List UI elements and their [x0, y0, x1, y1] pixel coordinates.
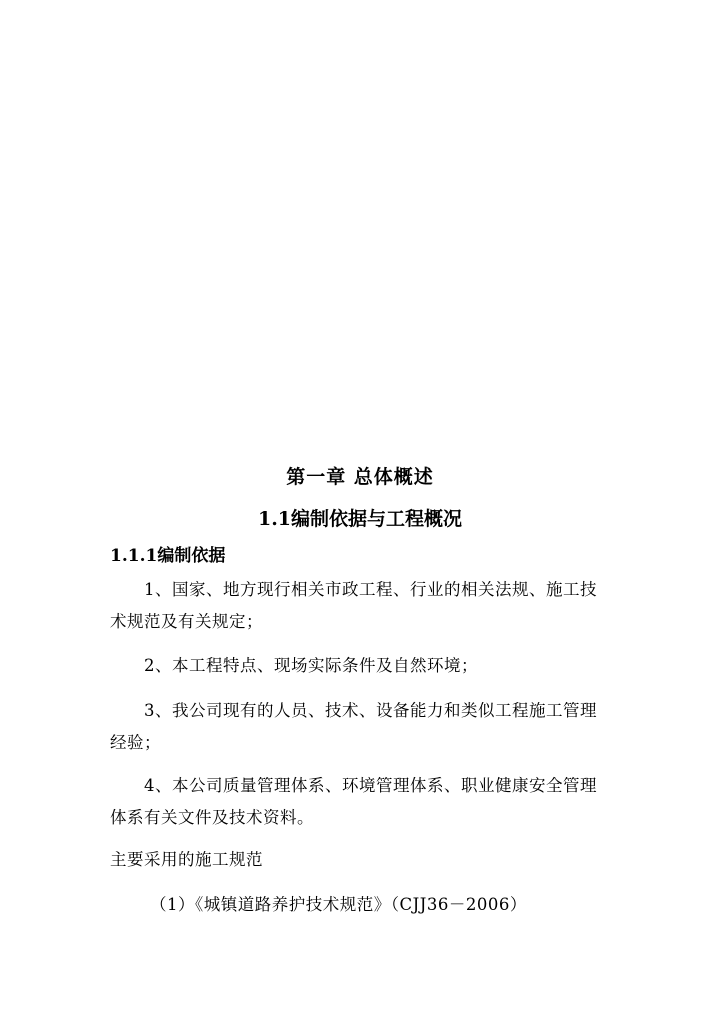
specs-heading: 主要采用的施工规范: [110, 850, 263, 869]
spec-item: （1）《城镇道路养护技术规范》（CJJ36－2006）: [150, 895, 527, 914]
chapter-title: 第一章 总体概述: [286, 466, 434, 488]
subsection-title: 1.1.1编制依据: [110, 546, 226, 566]
section-title: 1.1编制依据与工程概况: [257, 508, 463, 530]
paragraph-basis-3: 3、我公司现有的人员、技术、设备能力和类似工程施工管理经验；: [110, 701, 597, 752]
paragraph-basis-1: 1、国家、地方现行相关市政工程、行业的相关法规、施工技术规范及有关规定；: [110, 580, 597, 631]
paragraph-basis-4: 4、本公司质量管理体系、环境管理体系、职业健康安全管理体系有关文件及技术资料。: [110, 776, 597, 827]
paragraph-basis-2: 2、本工程特点、现场实际条件及自然环境；: [144, 656, 478, 675]
